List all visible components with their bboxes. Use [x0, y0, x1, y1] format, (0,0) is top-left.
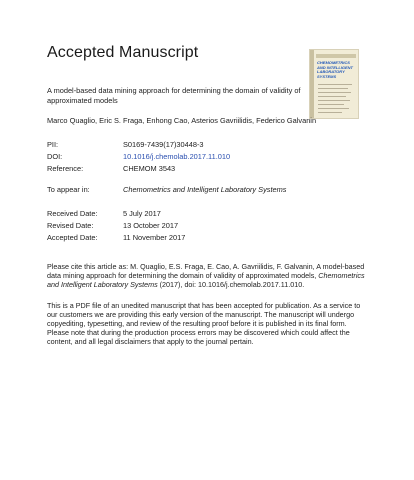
appear-in-row — [47, 185, 287, 194]
disclaimer-paragraph: This is a PDF file of an unedited manuscript that has been accepted for publication. As a service to our customers we are providing this early version of the manuscript. The manuscript will undergo copyediting, typesetting, and review of the resulting proof before it is published in its final form. Please note that during the production process errors may be discovered which could affect the content, and all legal disclaimers that apply to the journal pertain. — [47, 301, 361, 347]
reference-value: CHEMOM 3543 — [123, 164, 176, 173]
pii-row — [47, 140, 204, 149]
cover-stripe — [310, 50, 314, 119]
pii-label: PII: — [47, 140, 59, 149]
article-authors: Marco Quaglio, Eric S. Fraga, Enhong Cao, Asterios Gavriilidis, Federico Galvanin — [47, 116, 317, 125]
citation-text-2: (2017), doi: 10.1016/j.chemolab.2017.11.010. — [157, 280, 305, 290]
journal-cover-thumbnail — [309, 49, 359, 119]
citation-text-1: Please cite this article as: M. Quaglio, E.S. Fraga, E. Cao, A. Gavriilidis, F. Galvanin, A model-based data mining approach for determining the domain of validity of approximated models, — [47, 262, 365, 281]
revised-date-label: Revised Date: — [47, 221, 94, 230]
received-date-row — [47, 209, 161, 218]
journal-name: Chemometrics and Intelligent Laboratory Systems — [123, 185, 287, 194]
cover-title-line-4: SYSTEMS — [317, 73, 337, 79]
cover-text-line — [318, 104, 344, 105]
doi-link[interactable]: 10.1016/j.chemolab.2017.11.010 — [123, 152, 231, 161]
cover-text-line — [318, 100, 350, 101]
reference-row — [47, 164, 175, 173]
revised-date-row — [47, 221, 178, 230]
cover-title-line-3: LABORATORY — [317, 69, 345, 75]
received-date-label: Received Date: — [47, 209, 98, 218]
citation-journal: Chemometrics and Intelligent Laboratory Systems — [47, 271, 365, 290]
cover-title-line-1: CHEMOMETRICS — [317, 60, 350, 65]
cover-text-line — [318, 96, 346, 97]
cover-text-line — [318, 108, 349, 109]
doi-row — [47, 152, 230, 161]
accepted-date-row — [47, 233, 185, 242]
reference-label: Reference: — [47, 164, 84, 173]
cover-text-line — [318, 84, 352, 85]
accepted-date-value: 11 November 2017 — [123, 233, 186, 242]
article-title: A model-based data mining approach for determining the domain of validity of approximated models — [47, 86, 301, 105]
accepted-date-label: Accepted Date: — [47, 233, 98, 242]
appear-in-label: To appear in: — [47, 185, 90, 194]
pii-value: S0169-7439(17)30448-3 — [123, 140, 204, 149]
cover-title-line-2: AND INTELLIGENT — [317, 64, 353, 70]
accepted-manuscript-heading: Accepted Manuscript — [47, 44, 199, 61]
doi-label: DOI: — [47, 152, 63, 161]
cover-text-line — [318, 112, 342, 113]
cover-text-line — [318, 92, 351, 93]
received-date-value: 5 July 2017 — [123, 209, 161, 218]
revised-date-value: 13 October 2017 — [123, 221, 179, 230]
citation-paragraph — [47, 262, 367, 289]
cover-text-line — [318, 88, 348, 89]
cover-top-band — [316, 54, 356, 58]
